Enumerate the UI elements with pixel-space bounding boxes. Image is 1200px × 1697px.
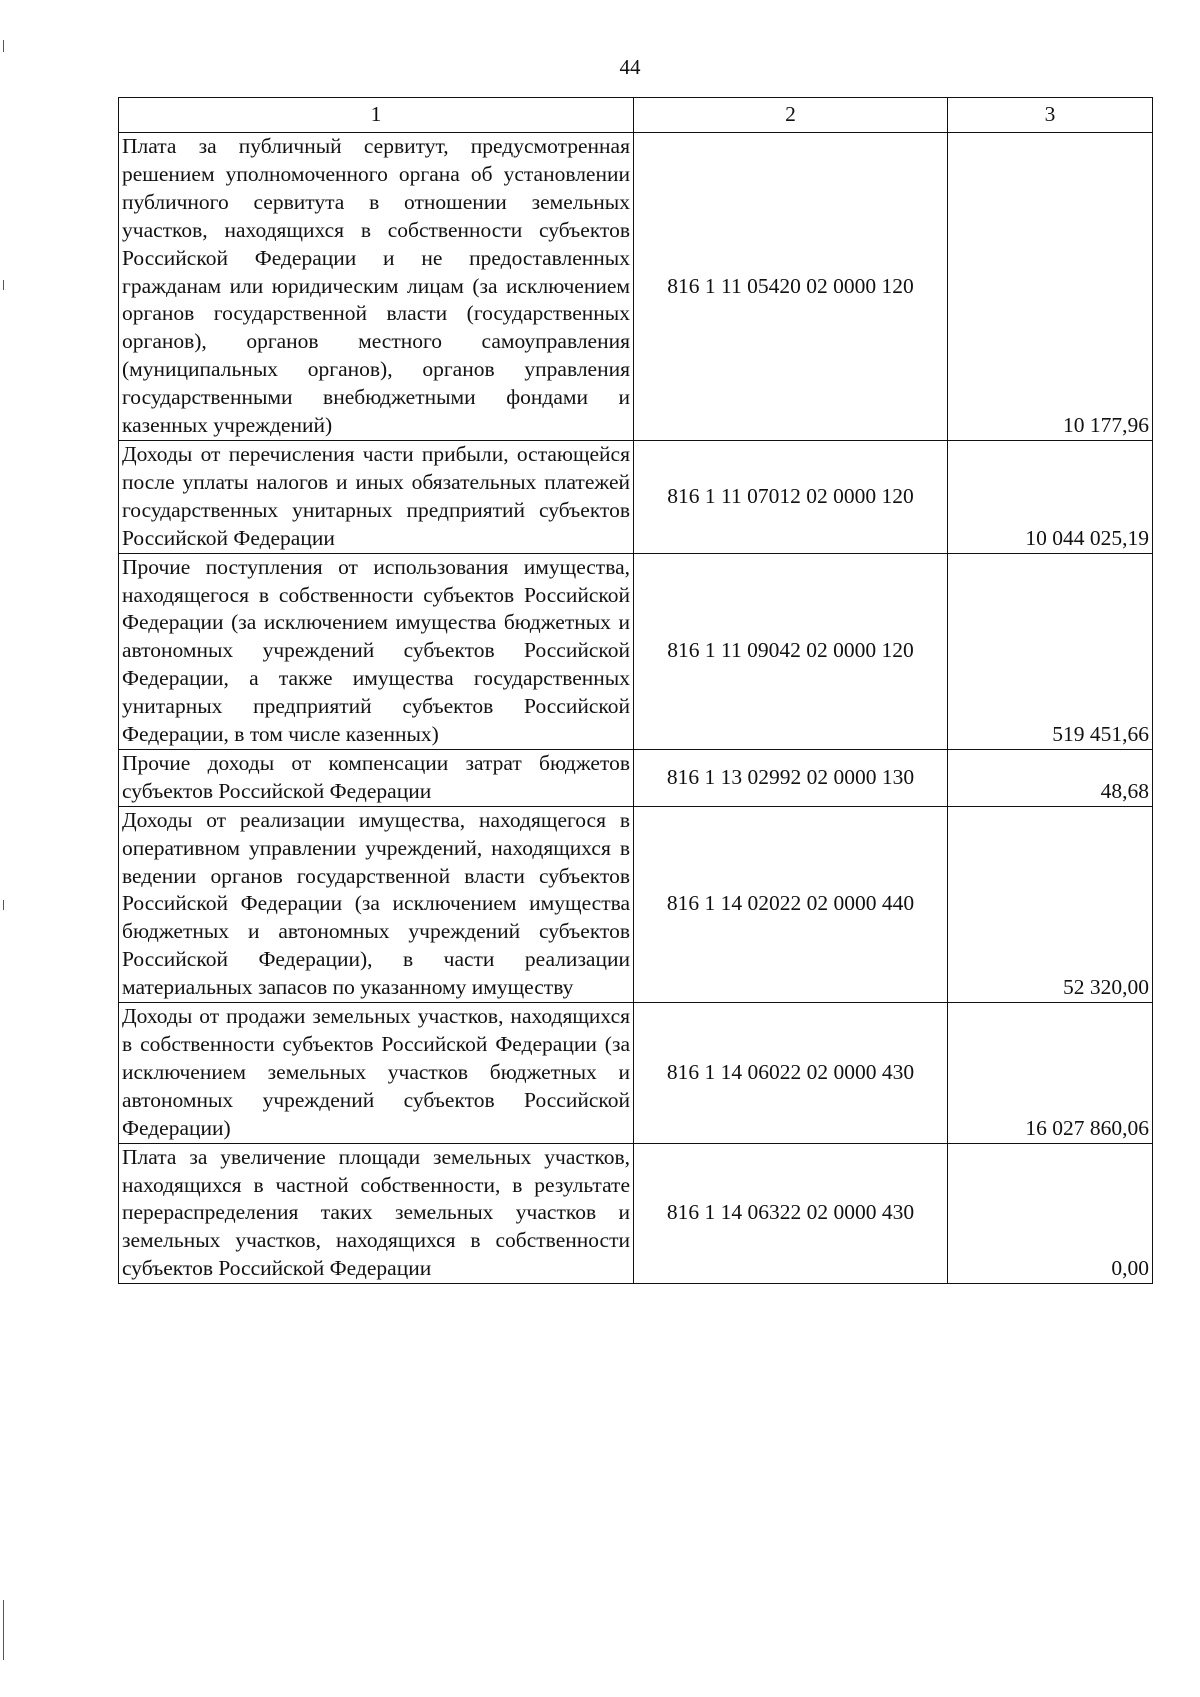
table-row [119,749,1153,806]
row-description: Доходы от реализации имущества, находящегося в оперативном управлении учреждений, находящихся в ведении органов государственной власти субъектов Российской Федерации (за исключением имущества бюджетных и автономных учреждений субъектов Российской Федерации), в части реализации материальных запасов по указанному имуществу [119,806,634,1002]
row-description: Плата за публичный сервитут, предусмотренная решением уполномоченного органа об установлении публичного сервитута в отношении земельных участков, находящихся в собственности субъектов Российской Федерации и не предоставленных гражданам или юридическим лицам (за исключением органов государственной власти (государственных органов), органов местного самоуправления (муниципальных органов), органов управления государственными внебюджетными фондами и казенных учреждений) [119,133,634,441]
table-row [119,553,1153,749]
row-budget-code: 816 1 14 06322 02 0000 430 [634,1143,948,1284]
column-header-1: 1 [119,98,634,133]
scan-edge-mark [3,40,4,52]
row-description: Доходы от продажи земельных участков, находящихся в собственности субъектов Российской Федерации (за исключением земельных участков бюджетных и автономных учреждений субъектов Российской Федерации) [119,1003,634,1144]
scan-edge-mark [3,900,4,910]
page-number: 44 [619,55,641,79]
table-row [119,133,1153,441]
row-amount: 0,00 [948,1143,1153,1284]
row-description: Плата за увеличение площади земельных участков, находящихся в частной собственности, в результате перераспределения таких земельных участков и земельных участков, находящихся в собственности субъектов Российской Федерации [119,1143,634,1284]
row-description: Прочие поступления от использования имущества, находящегося в собственности субъектов Российской Федерации (за исключением имущества бюджетных и автономных учреждений субъектов Российской Федерации, а также имущества государственных унитарных предприятий субъектов Российской Федерации, в том числе казенных) [119,553,634,749]
revenue-table [118,97,1153,1284]
table-row [119,1003,1153,1144]
row-amount: 519 451,66 [948,553,1153,749]
row-budget-code: 816 1 11 09042 02 0000 120 [634,553,948,749]
row-description: Доходы от перечисления части прибыли, остающейся после уплаты налогов и иных обязательных платежей государственных унитарных предприятий субъектов Российской Федерации [119,440,634,553]
scan-edge-mark [3,1600,4,1660]
row-budget-code: 816 1 13 02992 02 0000 130 [634,749,948,806]
table-row [119,806,1153,1002]
scan-edge-mark [3,280,4,290]
row-budget-code: 816 1 11 07012 02 0000 120 [634,440,948,553]
column-header-3: 3 [948,98,1153,133]
row-amount: 16 027 860,06 [948,1003,1153,1144]
table-row [119,440,1153,553]
row-budget-code: 816 1 14 06022 02 0000 430 [634,1003,948,1144]
row-amount: 10 177,96 [948,133,1153,441]
table-row [119,1143,1153,1284]
table-header-row [119,98,1153,133]
row-budget-code: 816 1 11 05420 02 0000 120 [634,133,948,441]
row-amount: 48,68 [948,749,1153,806]
row-amount: 52 320,00 [948,806,1153,1002]
column-header-2: 2 [634,98,948,133]
row-amount: 10 044 025,19 [948,440,1153,553]
row-description: Прочие доходы от компенсации затрат бюджетов субъектов Российской Федерации [119,749,634,806]
row-budget-code: 816 1 14 02022 02 0000 440 [634,806,948,1002]
